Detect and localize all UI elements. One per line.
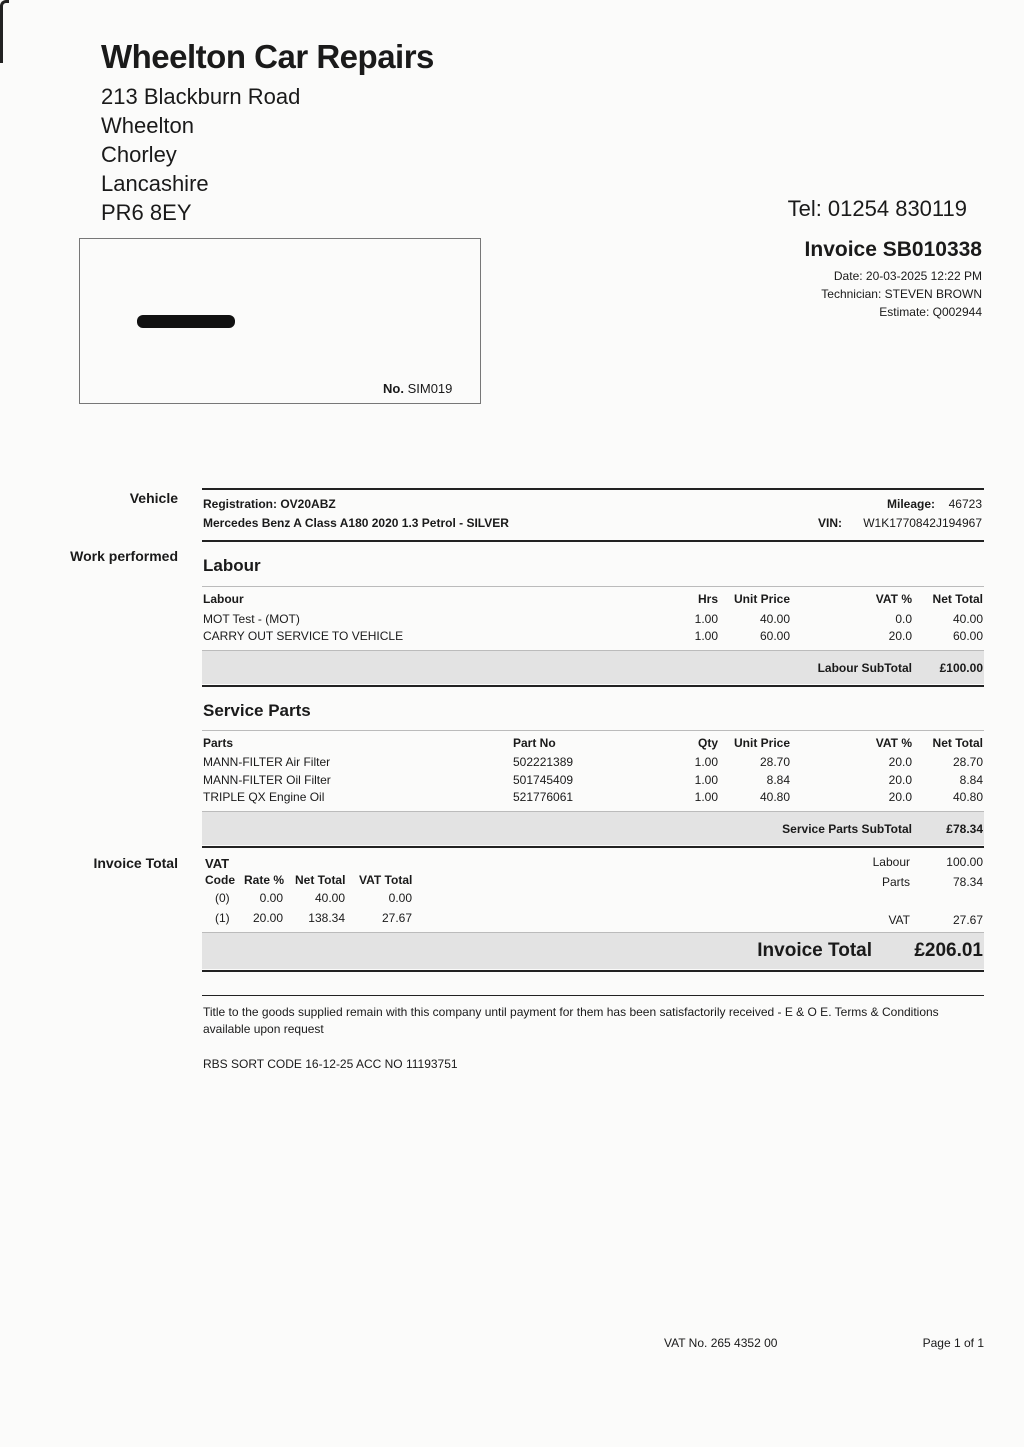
labour-heading-rule bbox=[202, 586, 984, 587]
vehicle-registration: Registration: OV20ABZ bbox=[203, 497, 336, 511]
invoice-total-label: Invoice Total bbox=[757, 940, 872, 961]
vat-row-net: 138.34 bbox=[308, 911, 345, 925]
vat-row-rate: 20.00 bbox=[252, 911, 283, 925]
parts-col-partno: Part No bbox=[513, 736, 556, 750]
vat-col-rate: Rate % bbox=[244, 873, 285, 887]
customer-number bbox=[383, 381, 452, 396]
parts-row-qty: 1.00 bbox=[694, 790, 718, 804]
invoice-estimate: Estimate: Q002944 bbox=[879, 305, 982, 319]
parts-row-partno: 501745409 bbox=[513, 773, 574, 787]
terms-text: Title to the goods supplied remain with this company until payment for them has been satisfactorily received - E & O E. Terms & Conditions available upon request bbox=[203, 1005, 939, 1036]
labour-row-unit: 60.00 bbox=[759, 629, 790, 643]
labour-row-net: 60.00 bbox=[952, 629, 983, 643]
address-line-3: Chorley bbox=[101, 142, 177, 167]
labour-col-hrs: Hrs bbox=[697, 592, 718, 606]
labour-row-vat: 20.0 bbox=[888, 629, 912, 643]
labour-row-vat: 0.0 bbox=[895, 612, 912, 626]
parts-subtotal-value: £78.34 bbox=[946, 822, 983, 836]
parts-row-vat: 20.0 bbox=[888, 755, 912, 769]
footer-top-rule bbox=[202, 995, 984, 996]
vehicle-top-rule bbox=[202, 488, 984, 490]
labour-col-unit: Unit Price bbox=[733, 592, 790, 606]
totals-vat-label: VAT bbox=[888, 913, 910, 927]
parts-row-partno: 521776061 bbox=[513, 790, 574, 804]
parts-row-qty: 1.00 bbox=[694, 773, 718, 787]
company-name: Wheelton Car Repairs bbox=[101, 38, 434, 75]
vat-row-code: (0) bbox=[215, 891, 230, 905]
parts-subtotal-label: Service Parts SubTotal bbox=[782, 822, 912, 836]
labour-row-hrs: 1.00 bbox=[694, 612, 718, 626]
parts-heading-rule bbox=[202, 730, 984, 731]
totals-parts-value: 78.34 bbox=[952, 875, 983, 889]
invoice-total-value: £206.01 bbox=[914, 940, 983, 961]
parts-row-net: 28.70 bbox=[952, 755, 983, 769]
labour-row-hrs: 1.00 bbox=[694, 629, 718, 643]
vin-value: W1K1770842J194967 bbox=[863, 516, 982, 530]
vat-number-value: 265 4352 00 bbox=[710, 1336, 778, 1350]
parts-col-unit: Unit Price bbox=[733, 736, 790, 750]
labour-row-desc: CARRY OUT SERVICE TO VEHICLE bbox=[203, 629, 404, 643]
labour-subtotal-rule bbox=[202, 685, 984, 687]
vat-row-vat: 27.67 bbox=[381, 911, 412, 925]
parts-row-partno: 502221389 bbox=[513, 755, 574, 769]
totals-vat-value: 27.67 bbox=[952, 913, 983, 927]
customer-number-label: No. bbox=[383, 381, 404, 396]
totals-labour-value: 100.00 bbox=[946, 855, 983, 869]
mileage-value: 46723 bbox=[948, 497, 982, 511]
totals-parts-label: Parts bbox=[881, 875, 910, 889]
labour-heading: Labour bbox=[203, 556, 261, 575]
address-postcode: PR6 8EY bbox=[101, 200, 192, 225]
work-section-label: Work performed bbox=[70, 548, 178, 564]
totals-labour-label: Labour bbox=[872, 855, 910, 869]
labour-row-net: 40.00 bbox=[952, 612, 983, 626]
parts-row-net: 8.84 bbox=[959, 773, 983, 787]
vat-row-rate: 0.00 bbox=[259, 891, 283, 905]
invoice-date: Date: 20-03-2025 12:22 PM bbox=[833, 269, 982, 283]
parts-row-desc: MANN-FILTER Air Filter bbox=[203, 755, 331, 769]
parts-row-desc: MANN-FILTER Oil Filter bbox=[203, 773, 331, 787]
parts-heading: Service Parts bbox=[203, 701, 311, 720]
totals-section-label: Invoice Total bbox=[93, 855, 178, 871]
company-telephone: Tel: 01254 830119 bbox=[787, 196, 967, 221]
parts-row-net: 40.80 bbox=[952, 790, 983, 804]
page-number: Page 1 of 1 bbox=[922, 1336, 984, 1350]
address-line-1: 213 Blackburn Road bbox=[101, 84, 301, 109]
parts-row-unit: 40.80 bbox=[759, 790, 790, 804]
vat-number-label: VAT No. bbox=[664, 1336, 708, 1350]
vat-col-code: Code bbox=[205, 873, 235, 887]
parts-row-vat: 20.0 bbox=[888, 773, 912, 787]
vat-table-title: VAT bbox=[205, 856, 230, 871]
customer-number-value: SIM019 bbox=[407, 381, 453, 396]
parts-subtotal-rule bbox=[202, 846, 984, 848]
parts-row-unit: 28.70 bbox=[759, 755, 790, 769]
parts-row-desc: TRIPLE QX Engine Oil bbox=[203, 790, 325, 804]
vat-col-net: Net Total bbox=[295, 873, 346, 887]
parts-col-qty: Qty bbox=[697, 736, 718, 750]
labour-subtotal-label: Labour SubTotal bbox=[817, 661, 912, 675]
bank-details: RBS SORT CODE 16-12-25 ACC NO 11193751 bbox=[203, 1057, 458, 1071]
vehicle-bottom-rule bbox=[202, 540, 984, 542]
address-line-2: Wheelton bbox=[101, 113, 194, 138]
parts-col-desc: Parts bbox=[203, 736, 234, 750]
vehicle-section-label: Vehicle bbox=[129, 490, 178, 506]
vehicle-description: Mercedes Benz A Class A180 2020 1.3 Petrol - SILVER bbox=[203, 516, 509, 530]
labour-col-vat: VAT % bbox=[875, 592, 912, 606]
redacted-customer-name bbox=[137, 315, 235, 328]
vat-row-vat: 0.00 bbox=[388, 891, 412, 905]
labour-col-net: Net Total bbox=[932, 592, 983, 606]
invoice-number: Invoice SB010338 bbox=[804, 238, 982, 261]
vat-row-code: (1) bbox=[215, 911, 230, 925]
mileage-label: Mileage: bbox=[887, 497, 936, 511]
invoice-total-rule-bottom bbox=[202, 970, 984, 972]
parts-col-vat: VAT % bbox=[875, 736, 912, 750]
vat-col-vat: VAT Total bbox=[359, 873, 413, 887]
page-corner-mark bbox=[0, 0, 9, 63]
labour-row-desc: MOT Test - (MOT) bbox=[203, 612, 300, 626]
address-line-4: Lancashire bbox=[101, 171, 209, 196]
parts-row-vat: 20.0 bbox=[888, 790, 912, 804]
labour-subtotal-value: £100.00 bbox=[939, 661, 983, 675]
parts-row-unit: 8.84 bbox=[766, 773, 790, 787]
vin-label: VIN: bbox=[818, 516, 842, 530]
labour-col-desc: Labour bbox=[203, 592, 244, 606]
parts-row-qty: 1.00 bbox=[694, 755, 718, 769]
invoice-technician: Technician: STEVEN BROWN bbox=[821, 287, 982, 301]
vat-row-net: 40.00 bbox=[314, 891, 345, 905]
labour-row-unit: 40.00 bbox=[759, 612, 790, 626]
vat-number bbox=[664, 1336, 777, 1350]
parts-col-net: Net Total bbox=[932, 736, 983, 750]
